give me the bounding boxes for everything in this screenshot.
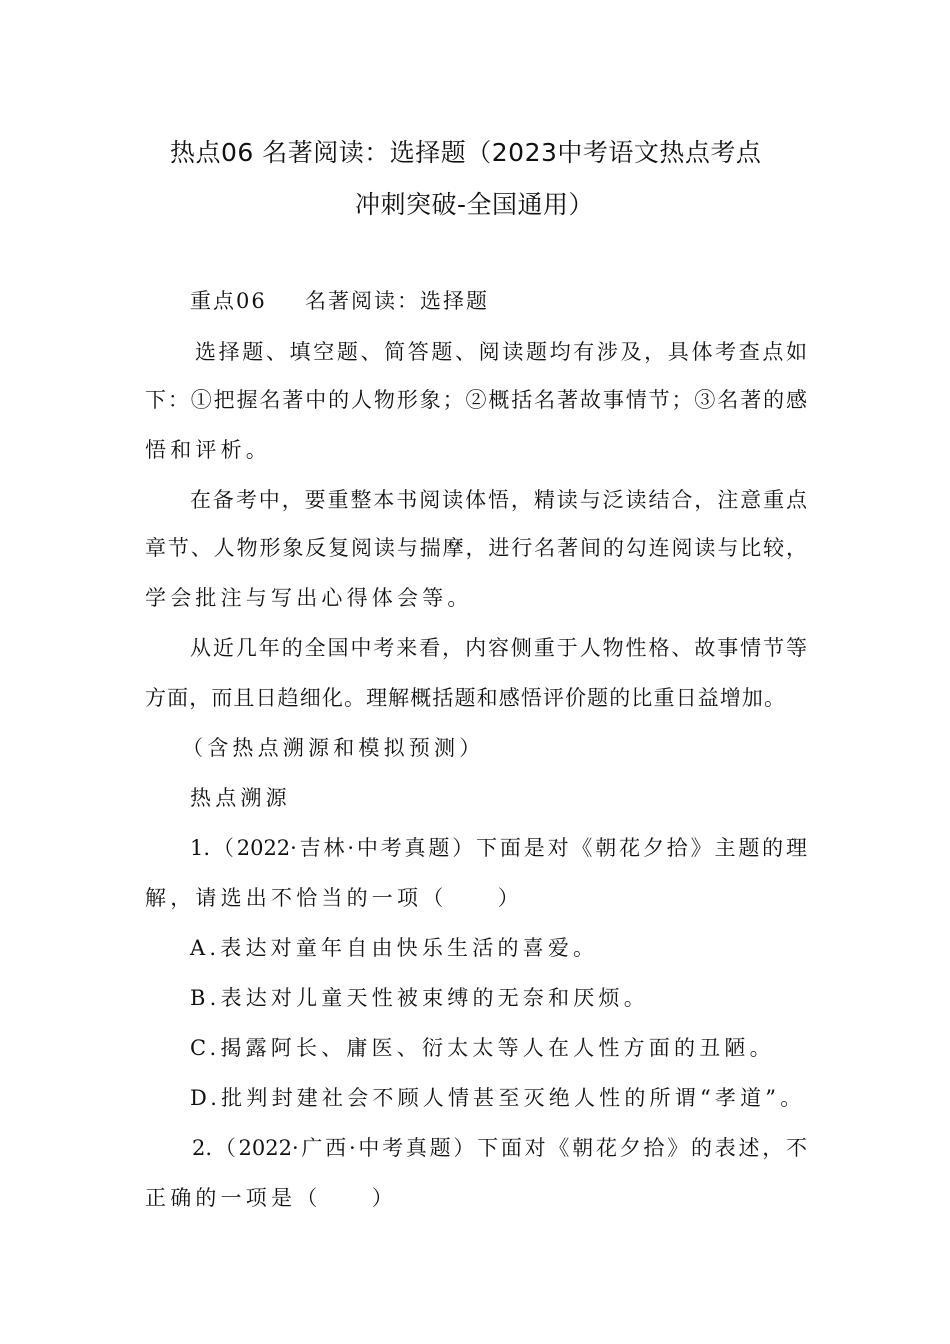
question-1-line-2: 解，请选出不恰当的一项（ ） <box>145 886 523 910</box>
question-1-option-b: B.表达对儿童天性被束缚的无奈和厌烦。 <box>190 986 649 1010</box>
section-heading <box>190 286 489 316</box>
intro-line-1: 选择题、填空题、简答题、阅读题均有涉及，具体考查点如 <box>195 340 807 364</box>
intro-line-2: 下：①把握名著中的人物形象；②概括名著故事情节；③名著的感 <box>145 388 807 412</box>
section-label: 热点溯源 <box>190 786 291 810</box>
question-1-option-d: D.批判封建社会不顾人情甚至灭绝人性的所谓“孝道”。 <box>190 1086 806 1110</box>
trend-line-2: 方面，而且日趋细化。理解概括题和感悟评价题的比重日益增加。 <box>145 686 785 710</box>
intro-line-3: 悟和评析。 <box>145 438 271 462</box>
document-title-line-1: 热点06 名著阅读：选择题（2023中考语文热点考点 <box>170 138 762 167</box>
document-title-line-2: 冲刺突破-全国通用） <box>355 190 595 219</box>
trend-line-1: 从近几年的全国中考来看，内容侧重于人物性格、故事情节等 <box>190 636 807 660</box>
heading-number: 重点06 <box>190 289 267 313</box>
question-1-option-c: C.揭露阿长、庸医、衍太太等人在人性方面的丑陋。 <box>190 1036 775 1060</box>
question-2-line-1: 2.（2022·广西·中考真题）下面对《朝花夕拾》的表述，不 <box>192 1136 807 1160</box>
prep-line-3: 学会批注与写出心得体会等。 <box>145 586 473 610</box>
prep-line-2: 章节、人物形象反复阅读与揣摩，进行名著间的勾连阅读与比较， <box>145 536 807 560</box>
question-2-line-2: 正确的一项是（ ） <box>145 1186 397 1210</box>
question-1-option-a: A.表达对童年自由快乐生活的喜爱。 <box>190 936 599 960</box>
prep-line-1: 在备考中，要重整本书阅读体悟，精读与泛读结合，注意重点 <box>190 488 807 512</box>
note-text: （含热点溯源和模拟预测） <box>182 736 485 760</box>
question-1-line-1: 1.（2022·吉林·中考真题）下面是对《朝花夕拾》主题的理 <box>190 836 807 860</box>
heading-topic: 名著阅读：选择题 <box>305 289 489 313</box>
